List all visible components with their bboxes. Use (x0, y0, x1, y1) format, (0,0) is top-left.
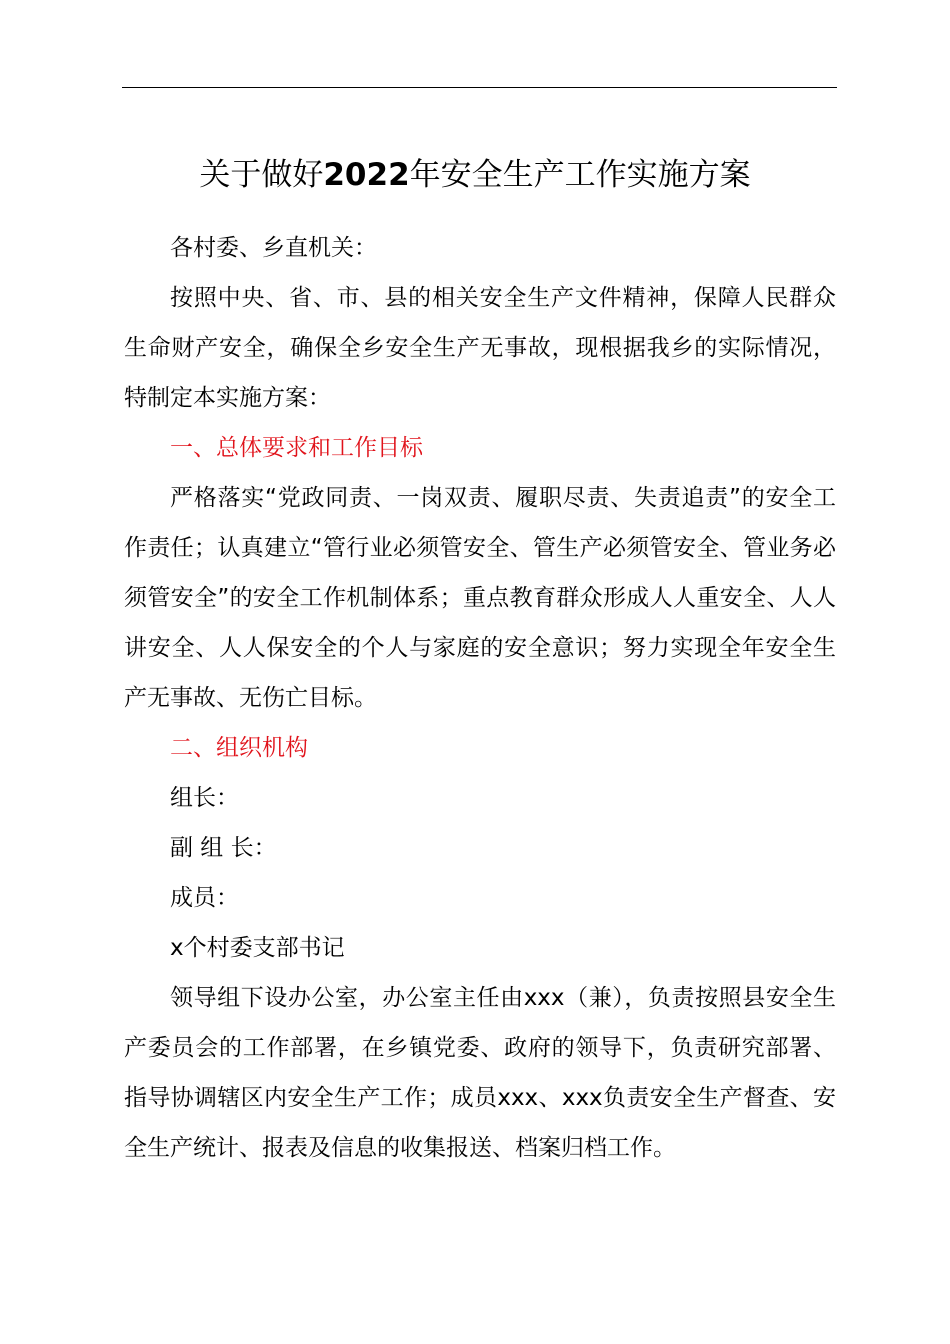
deputy-leader-line: 副 组 长： (170, 835, 277, 861)
title-prefix: 关于做好 (199, 157, 324, 193)
members-line: 成员： (170, 885, 239, 911)
salutation: 各村委、乡直机关： (170, 235, 377, 261)
header-rule (122, 87, 837, 88)
title-suffix: 年安全生产工作实施方案 (409, 157, 751, 193)
section-1-paragraph: 严格落实“党政同责、一岗双责、履职尽责、失责追责”的安全工作责任；认真建立“管行业必须管安全、管生产必须管安全、管业务必须管安全”的安全工作机制体系；重点教育群众形成人人重安全、人人讲安全、人人保安全的个人与家庭的安全意识；努力实现全年安全生产无事故、无伤亡目标。 (124, 485, 836, 711)
members-detail-line: x个村委支部书记 (170, 935, 345, 961)
document-body (124, 223, 836, 1173)
section-heading-1: 一、总体要求和工作目标 (170, 435, 423, 461)
office-paragraph: 领导组下设办公室，办公室主任由xxx（兼），负责按照县安全生产委员会的工作部署，在乡镇党委、政府的领导下，负责研究部署、指导协调辖区内安全生产工作；成员xxx、xxx负责安全生产督查、安全生产统计、报表及信息的收集报送、档案归档工作。 (124, 985, 836, 1161)
document-title (0, 150, 950, 200)
section-heading-2: 二、组织机构 (170, 735, 308, 761)
title-year: 2022 (323, 157, 410, 193)
leader-line: 组长： (170, 785, 239, 811)
intro-paragraph: 按照中央、省、市、县的相关安全生产文件精神，保障人民群众生命财产安全，确保全乡安全生产无事故，现根据我乡的实际情况，特制定本实施方案： (124, 285, 836, 411)
